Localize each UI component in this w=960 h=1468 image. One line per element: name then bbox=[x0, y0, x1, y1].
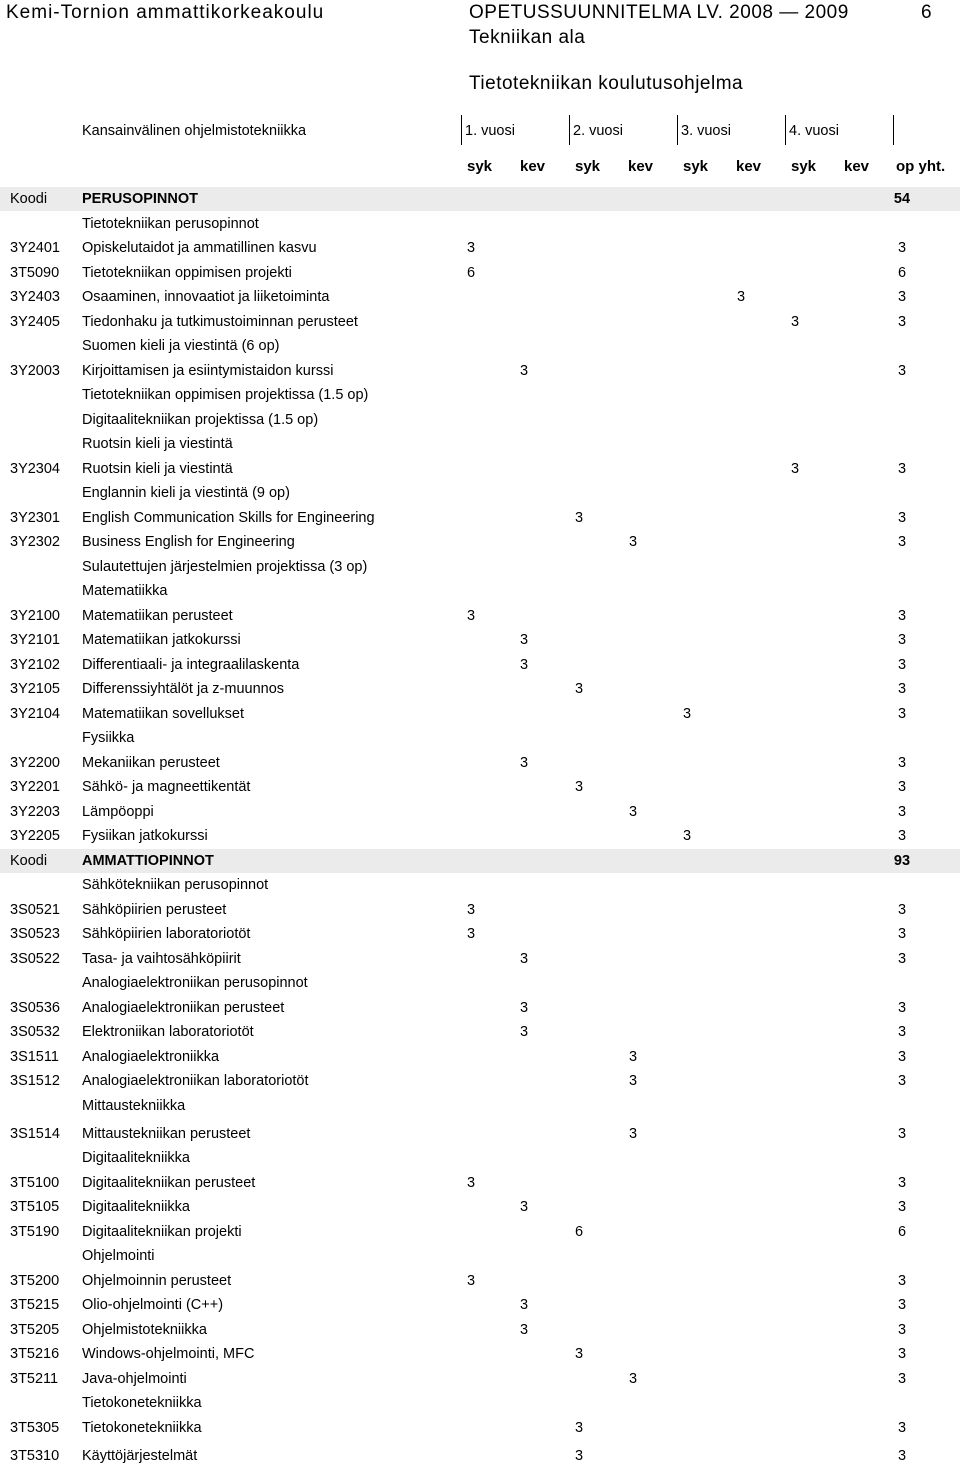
course-name: Matematiikan perusteet bbox=[82, 607, 233, 624]
course-code: 3T5205 bbox=[10, 1321, 60, 1338]
year-divider bbox=[677, 115, 678, 145]
course-row bbox=[0, 604, 960, 628]
section-row bbox=[0, 187, 960, 211]
semester-header: kev bbox=[736, 158, 762, 175]
course-name: Sähkö- ja magneettikentät bbox=[82, 779, 251, 795]
credit-value: 3 bbox=[736, 289, 746, 305]
credit-total: 3 bbox=[897, 1346, 907, 1362]
credit-total: 3 bbox=[897, 240, 907, 256]
course-name: Sähköpiirien laboratoriotöt bbox=[82, 926, 251, 942]
course-row bbox=[0, 506, 960, 530]
course-code: Koodi bbox=[10, 191, 48, 207]
group-title: Englannin kieli ja viestintä (9 op) bbox=[82, 485, 290, 501]
course-row bbox=[0, 628, 960, 652]
credit-total: 3 bbox=[897, 1048, 907, 1065]
semester-header: kev bbox=[520, 158, 546, 175]
course-row bbox=[0, 1440, 960, 1468]
semester-header: syk bbox=[683, 158, 709, 175]
course-name: Digitaalitekniikka bbox=[82, 1199, 190, 1215]
course-row bbox=[0, 677, 960, 701]
credit-value: 3 bbox=[519, 1024, 529, 1040]
institution-name: Kemi-Tornion ammattikorkeakoulu bbox=[6, 2, 325, 23]
group-row bbox=[0, 555, 960, 579]
credit-value: 3 bbox=[628, 1048, 638, 1065]
course-row bbox=[0, 824, 960, 848]
course-code: 3S1512 bbox=[10, 1073, 60, 1089]
credit-value: 3 bbox=[519, 999, 529, 1016]
credit-value: 3 bbox=[519, 754, 529, 771]
credit-value: 3 bbox=[574, 1419, 584, 1436]
course-name: Digitaalitekniikan perusteet bbox=[82, 1174, 256, 1191]
credit-value: 3 bbox=[574, 681, 584, 697]
course-name: Kirjoittamisen ja esiintymistaidon kurssi bbox=[82, 362, 334, 379]
semester-header: syk bbox=[575, 158, 601, 175]
credit-total: 3 bbox=[897, 313, 907, 330]
group-title: Analogiaelektroniikan perusopinnot bbox=[82, 975, 308, 991]
course-name: Käyttöjärjestelmät bbox=[82, 1448, 198, 1464]
semester-header: syk bbox=[791, 158, 817, 175]
course-row bbox=[0, 775, 960, 799]
credit-total: 6 bbox=[897, 264, 907, 281]
course-name: Analogiaelektroniikka bbox=[82, 1048, 220, 1065]
course-code: 3T5211 bbox=[10, 1370, 59, 1387]
course-code: 3T5100 bbox=[10, 1174, 60, 1191]
course-name: Analogiaelektroniikan perusteet bbox=[82, 999, 285, 1016]
credit-value: 3 bbox=[466, 1174, 476, 1191]
course-name: Fysiikan jatkokurssi bbox=[82, 828, 208, 844]
course-name: Elektroniikan laboratoriotöt bbox=[82, 1024, 254, 1040]
course-name: Windows-ohjelmointi, MFC bbox=[82, 1346, 255, 1362]
year-divider bbox=[569, 115, 570, 145]
credit-total: 3 bbox=[897, 362, 907, 379]
course-code: 3S0532 bbox=[10, 1024, 60, 1040]
group-row bbox=[0, 212, 960, 236]
year-divider bbox=[785, 115, 786, 145]
field-name: Tekniikan ala bbox=[469, 27, 586, 48]
group-title: Mittaustekniikka bbox=[82, 1097, 186, 1114]
group-row bbox=[0, 1244, 960, 1268]
course-name: Ruotsin kieli ja viestintä bbox=[82, 460, 233, 477]
credit-total: 3 bbox=[897, 607, 907, 624]
course-row bbox=[0, 1122, 960, 1146]
course-row bbox=[0, 530, 960, 554]
course-name: Differenssiyhtälöt ja z-muunnos bbox=[82, 681, 285, 697]
course-code: 3T5215 bbox=[10, 1297, 60, 1313]
group-row bbox=[0, 971, 960, 995]
course-row bbox=[0, 800, 960, 824]
group-title: Suomen kieli ja viestintä (6 op) bbox=[82, 338, 280, 354]
course-name: English Communication Skills for Engineering bbox=[82, 509, 375, 526]
course-row bbox=[0, 236, 960, 260]
credit-total: 3 bbox=[897, 681, 907, 697]
year-header-1: 1. vuosi bbox=[465, 123, 515, 139]
course-code: 3S0521 bbox=[10, 901, 60, 918]
course-code: 3Y2405 bbox=[10, 313, 60, 330]
credit-value: 3 bbox=[519, 1321, 529, 1338]
course-code: 3Y2200 bbox=[10, 754, 60, 771]
course-name: Matematiikan jatkokurssi bbox=[82, 632, 241, 648]
semester-header: kev bbox=[844, 158, 870, 175]
course-code: 3S0536 bbox=[10, 999, 60, 1016]
course-name: Tietotekniikan oppimisen projekti bbox=[82, 264, 292, 281]
group-title: Sähkötekniikan perusopinnot bbox=[82, 877, 269, 893]
credit-total: 3 bbox=[897, 1174, 907, 1191]
course-code: 3Y2403 bbox=[10, 289, 60, 305]
credit-total: 3 bbox=[897, 1297, 907, 1313]
group-title: Tietotekniikan oppimisen projektissa (1.5 op) bbox=[82, 387, 369, 403]
credit-value: 3 bbox=[682, 828, 692, 844]
group-title: Matematiikka bbox=[82, 583, 168, 599]
course-code: 3T5090 bbox=[10, 264, 60, 281]
course-code: 3Y2203 bbox=[10, 803, 60, 820]
credit-total: 3 bbox=[897, 534, 907, 550]
course-code: 3S1511 bbox=[10, 1048, 59, 1065]
course-code: 3Y2104 bbox=[10, 705, 60, 722]
credit-total: 54 bbox=[893, 191, 911, 207]
credit-value: 3 bbox=[628, 803, 638, 820]
credit-total: 3 bbox=[897, 1419, 907, 1436]
credit-value: 3 bbox=[574, 1346, 584, 1362]
credit-total: 3 bbox=[897, 1125, 907, 1142]
group-title: Sulautettujen järjestelmien projektissa (3 op) bbox=[82, 558, 368, 575]
course-row bbox=[0, 1195, 960, 1219]
group-title: Ohjelmointi bbox=[82, 1248, 155, 1264]
course-code: 3Y2401 bbox=[10, 240, 60, 256]
group-row bbox=[0, 1146, 960, 1170]
course-row bbox=[0, 751, 960, 775]
course-row bbox=[0, 702, 960, 726]
group-row bbox=[0, 432, 960, 456]
section-title: AMMATTIOPINNOT bbox=[82, 852, 214, 869]
course-row bbox=[0, 1342, 960, 1366]
course-name: Mekaniikan perusteet bbox=[82, 754, 220, 771]
semester-header: syk bbox=[467, 158, 493, 175]
year-header-3: 3. vuosi bbox=[681, 123, 731, 139]
plan-title: OPETUSSUUNNITELMA LV. 2008 — 2009 bbox=[469, 2, 849, 23]
year-header-2: 2. vuosi bbox=[573, 123, 623, 139]
course-row bbox=[0, 1416, 960, 1440]
credit-value: 3 bbox=[519, 1297, 529, 1313]
credit-value: 3 bbox=[790, 460, 800, 477]
credit-value: 3 bbox=[574, 779, 584, 795]
course-code: 3T5310 bbox=[10, 1448, 60, 1464]
group-title: Digitaalitekniikka bbox=[82, 1150, 190, 1166]
course-name: Differentiaali- ja integraalilaskenta bbox=[82, 656, 300, 673]
course-code: Koodi bbox=[10, 852, 48, 869]
group-row bbox=[0, 726, 960, 750]
course-code: 3Y2201 bbox=[10, 779, 60, 795]
year-divider bbox=[461, 115, 462, 145]
credit-total: 3 bbox=[897, 1272, 907, 1289]
credit-total: 3 bbox=[897, 901, 907, 918]
credit-total: 3 bbox=[897, 999, 907, 1016]
course-row bbox=[0, 1367, 960, 1391]
credit-total: 3 bbox=[897, 803, 907, 820]
course-name: Digitaalitekniikan projekti bbox=[82, 1223, 242, 1240]
credit-value: 3 bbox=[574, 1448, 584, 1464]
credit-total: 3 bbox=[897, 632, 907, 648]
course-name: Ohjelmistotekniikka bbox=[82, 1321, 207, 1338]
credit-total: 3 bbox=[897, 1370, 907, 1387]
course-row bbox=[0, 947, 960, 971]
course-row bbox=[0, 1220, 960, 1244]
credit-value: 3 bbox=[466, 926, 476, 942]
group-title: Tietokonetekniikka bbox=[82, 1395, 202, 1411]
credit-value: 3 bbox=[628, 1370, 638, 1387]
credit-total: 3 bbox=[897, 705, 907, 722]
credit-total: 3 bbox=[897, 754, 907, 771]
credit-total: 3 bbox=[897, 656, 907, 673]
credit-total: 3 bbox=[897, 1199, 907, 1215]
credit-value: 3 bbox=[519, 362, 529, 379]
course-row bbox=[0, 1045, 960, 1069]
course-row bbox=[0, 996, 960, 1020]
course-code: 3T5190 bbox=[10, 1223, 60, 1240]
course-row bbox=[0, 285, 960, 309]
credit-value: 3 bbox=[790, 313, 800, 330]
credit-value: 3 bbox=[628, 534, 638, 550]
credit-total: 3 bbox=[897, 509, 907, 526]
course-row bbox=[0, 1069, 960, 1093]
course-code: 3Y2003 bbox=[10, 362, 60, 379]
course-row bbox=[0, 1020, 960, 1044]
course-code: 3Y2100 bbox=[10, 607, 60, 624]
course-name: Osaaminen, innovaatiot ja liiketoiminta bbox=[82, 289, 330, 305]
group-row bbox=[0, 481, 960, 505]
course-row bbox=[0, 922, 960, 946]
course-code: 3Y2102 bbox=[10, 656, 60, 673]
course-row bbox=[0, 1269, 960, 1293]
credit-value: 3 bbox=[466, 901, 476, 918]
credit-total: 3 bbox=[897, 950, 907, 967]
course-name: Lämpöoppi bbox=[82, 803, 154, 820]
course-row bbox=[0, 1318, 960, 1342]
course-name: Ohjelmoinnin perusteet bbox=[82, 1272, 232, 1289]
year-divider bbox=[893, 115, 894, 145]
course-code: 3Y2304 bbox=[10, 460, 60, 477]
section-row bbox=[0, 849, 960, 873]
course-code: 3T5105 bbox=[10, 1199, 60, 1215]
credit-total: 3 bbox=[897, 828, 907, 844]
course-name: Olio-ohjelmointi (C++) bbox=[82, 1297, 224, 1313]
course-row bbox=[0, 1293, 960, 1317]
semester-header: kev bbox=[628, 158, 654, 175]
course-name: Matematiikan sovellukset bbox=[82, 705, 244, 722]
course-code: 3T5305 bbox=[10, 1419, 60, 1436]
credit-value: 3 bbox=[466, 1272, 476, 1289]
course-name: Business English for Engineering bbox=[82, 534, 295, 550]
course-name: Java-ohjelmointi bbox=[82, 1370, 187, 1387]
group-row bbox=[0, 1094, 960, 1122]
credit-value: 3 bbox=[519, 632, 529, 648]
credit-value: 3 bbox=[519, 950, 529, 967]
course-name: Tietokonetekniikka bbox=[82, 1419, 202, 1436]
course-row bbox=[0, 359, 960, 383]
course-code: 3S0523 bbox=[10, 926, 60, 942]
course-code: 3Y2101 bbox=[10, 632, 60, 648]
credit-total: 3 bbox=[897, 779, 907, 795]
group-row bbox=[0, 334, 960, 358]
group-row bbox=[0, 383, 960, 407]
course-name: Tasa- ja vaihtosähköpiirit bbox=[82, 950, 241, 967]
course-row bbox=[0, 261, 960, 285]
course-name: Analogiaelektroniikan laboratoriotöt bbox=[82, 1073, 309, 1089]
track-name: Kansainvälinen ohjelmistotekniikka bbox=[82, 123, 307, 139]
course-code: 3T5216 bbox=[10, 1346, 60, 1362]
course-code: 3S1514 bbox=[10, 1125, 60, 1142]
group-row bbox=[0, 1391, 960, 1415]
credit-value: 3 bbox=[519, 656, 529, 673]
credit-value: 3 bbox=[519, 1199, 529, 1215]
course-row bbox=[0, 653, 960, 677]
course-name: Mittaustekniikan perusteet bbox=[82, 1125, 251, 1142]
course-code: 3T5200 bbox=[10, 1272, 60, 1289]
credit-total: 3 bbox=[897, 1321, 907, 1338]
group-title: Fysiikka bbox=[82, 730, 135, 746]
course-name: Tiedonhaku ja tutkimustoiminnan perusteet bbox=[82, 313, 358, 330]
group-row bbox=[0, 579, 960, 603]
course-code: 3Y2205 bbox=[10, 828, 60, 844]
credit-total: 3 bbox=[897, 1073, 907, 1089]
credit-value: 3 bbox=[466, 240, 476, 256]
credit-total: 6 bbox=[897, 1223, 907, 1240]
course-row bbox=[0, 310, 960, 334]
year-header-4: 4. vuosi bbox=[789, 123, 839, 139]
course-row bbox=[0, 898, 960, 922]
credit-total: 3 bbox=[897, 1024, 907, 1040]
course-code: 3Y2301 bbox=[10, 509, 60, 526]
course-code: 3Y2302 bbox=[10, 534, 60, 550]
total-header: op yht. bbox=[896, 158, 946, 175]
credit-total: 3 bbox=[897, 1448, 907, 1464]
group-title: Tietotekniikan perusopinnot bbox=[82, 215, 259, 232]
group-title: Digitaalitekniikan projektissa (1.5 op) bbox=[82, 411, 319, 428]
credit-value: 3 bbox=[682, 705, 692, 722]
program-name: Tietotekniikan koulutusohjelma bbox=[469, 73, 744, 94]
course-code: 3S0522 bbox=[10, 950, 60, 967]
credit-value: 6 bbox=[574, 1223, 584, 1240]
credit-value: 3 bbox=[574, 509, 584, 526]
credit-total: 3 bbox=[897, 926, 907, 942]
course-code: 3Y2105 bbox=[10, 681, 60, 697]
course-name: Sähköpiirien perusteet bbox=[82, 901, 227, 918]
credit-total: 3 bbox=[897, 289, 907, 305]
credit-value: 3 bbox=[628, 1073, 638, 1089]
credit-value: 3 bbox=[628, 1125, 638, 1142]
credit-total: 3 bbox=[897, 460, 907, 477]
course-row bbox=[0, 457, 960, 481]
group-row bbox=[0, 873, 960, 897]
course-row bbox=[0, 1171, 960, 1195]
page-number: 6 bbox=[921, 2, 932, 23]
credit-value: 6 bbox=[466, 264, 476, 281]
course-name: Opiskelutaidot ja ammatillinen kasvu bbox=[82, 240, 317, 256]
section-title: PERUSOPINNOT bbox=[82, 191, 199, 207]
group-title: Ruotsin kieli ja viestintä bbox=[82, 436, 233, 452]
credit-total: 93 bbox=[893, 852, 911, 869]
credit-value: 3 bbox=[466, 607, 476, 624]
group-row bbox=[0, 408, 960, 432]
